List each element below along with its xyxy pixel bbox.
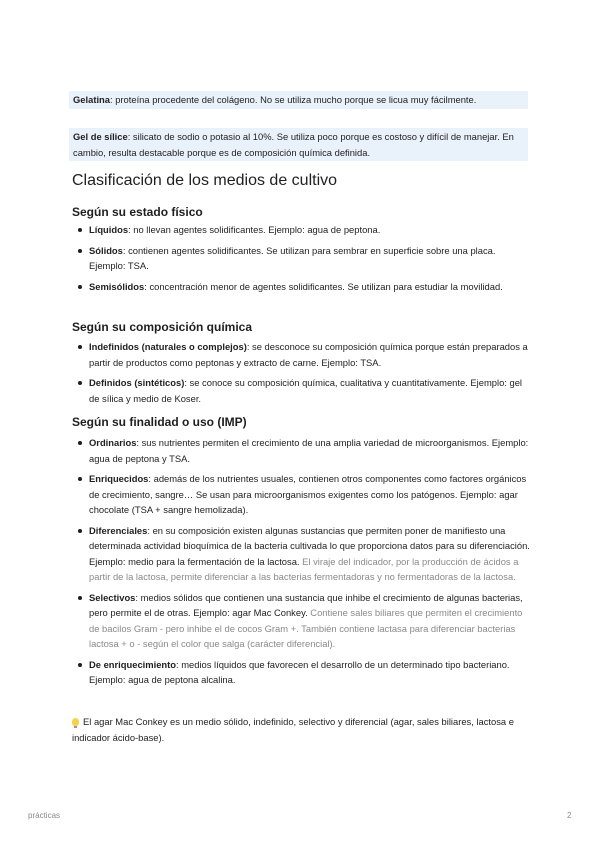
list-item — [72, 279, 532, 295]
lightbulb-icon — [72, 718, 79, 726]
item-term: Selectivos — [89, 591, 136, 603]
list-composicion — [72, 339, 532, 411]
item-term: Semisólidos — [89, 280, 145, 292]
note-text: El agar Mac Conkey es un medio sólido, indefinido, selectivo y diferencial (agar, sales biliares, lactosa e indicador ácido-base). — [72, 716, 514, 743]
gelatina-paragraph — [69, 91, 528, 109]
item-term: Líquidos — [89, 224, 129, 235]
item-text: : no llevan agentes solidificantes. Ejemplo: agua de peptona. — [128, 224, 381, 235]
item-text: : se conoce su composición química, cualitativa y cuantitativamente. Ejemplo: gel de sílica y medio de Koser. — [89, 377, 522, 404]
callout-note — [72, 714, 532, 745]
item-text: : medios líquidos que favorecen el desarrollo de un determinado tipo bacteriano. Ejemplo: agua de peptona alcalina. — [89, 658, 510, 685]
item-text: : además de los nutrientes usuales, contienen otros componentes como factores orgánicos de crecimiento, sangre… Se usan para microorganismos exigentes como los patógenos. Ejemplo: agar chocolate (TSA + sangre hemolizada). — [89, 473, 527, 515]
list-item — [72, 523, 532, 585]
list-item — [72, 435, 532, 466]
footer-label: prácticas — [28, 811, 61, 820]
gel-silice-text: : silicato de sodio o potasio al 10%. Se utiliza poco porque es costoso y difícil de manejar. En cambio, resulta destacable porque es de composición química definida. — [73, 131, 514, 158]
heading-finalidad: Según su finalidad o uso (IMP) — [72, 415, 247, 429]
item-term: Diferenciales — [89, 524, 148, 536]
item-text: : se desconoce su composición química porque están preparados a partir de productos como peptonas y extracto de carne. Ejemplo: TSA. — [89, 341, 528, 368]
item-term: Definidos (sintéticos) — [89, 377, 185, 388]
list-item — [72, 590, 532, 652]
item-term: Enriquecidos — [89, 473, 149, 484]
item-term: Ordinarios — [89, 437, 137, 448]
item-term: Indefinidos (naturales o complejos) — [89, 341, 247, 352]
list-item — [72, 222, 532, 238]
list-item — [72, 375, 532, 406]
list-item — [72, 243, 532, 274]
item-text: : contienen agentes solidificantes. Se utilizan para sembrar en superficie sobre una placa. Ejemplo: TSA. — [89, 244, 496, 271]
list-estado-fisico — [72, 222, 532, 299]
page-number: 2 — [567, 811, 572, 820]
item-muted-text: El viraje del indicador, por la producción de ácidos a partir de la lactosa, permite diferenciar a las bacterias fermentadoras y no fermentadoras de la lactosa. — [89, 555, 519, 582]
list-item — [72, 657, 532, 688]
item-muted-text: Contiene sales biliares que permiten el crecimiento de bacilos Gram - pero inhibe el de cocos Gram +. También contiene lactasa para diferenciar bacterias lactosa + o - según el color que salga (carácter diferencial). — [89, 607, 523, 649]
list-item — [72, 471, 532, 518]
list-finalidad — [72, 435, 532, 693]
item-term: De enriquecimiento — [89, 658, 176, 670]
item-text: : sus nutrientes permiten el crecimiento de una amplia variedad de microorganismos. Ejemplo: agua de peptona y TSA. — [89, 437, 529, 464]
gel-silice-paragraph — [69, 128, 528, 161]
item-text: : medios sólidos que contienen una sustancia que inhibe el crecimiento de algunas bacterias, pero permite el de otras. Ejemplo: agar Mac Conkey. — [89, 591, 523, 618]
heading-composicion: Según su composición química — [72, 320, 253, 334]
item-text: : concentración menor de agentes solidificantes. Se utilizan para estudiar la movilidad. — [144, 280, 503, 292]
heading-estado-fisico: Según su estado físico — [72, 205, 203, 219]
item-text: : en su composición existen algunas sustancias que permiten poner de manifiesto una determinada actividad bioquímica de la bacteria cultivada lo que proporciona datos para su diferenciación. Ejemplo: medio para la fermentación de la lactosa. — [89, 524, 530, 567]
gelatina-term: Gelatina — [73, 94, 110, 105]
section-title: Clasificación de los medios de cultivo — [72, 172, 338, 189]
item-term: Sólidos — [89, 244, 123, 256]
gel-silice-term: Gel de sílice — [73, 131, 128, 142]
list-item — [72, 339, 532, 370]
gelatina-text: : proteína procedente del colágeno. No se utiliza mucho porque se licua muy fácilmente. — [110, 94, 477, 105]
